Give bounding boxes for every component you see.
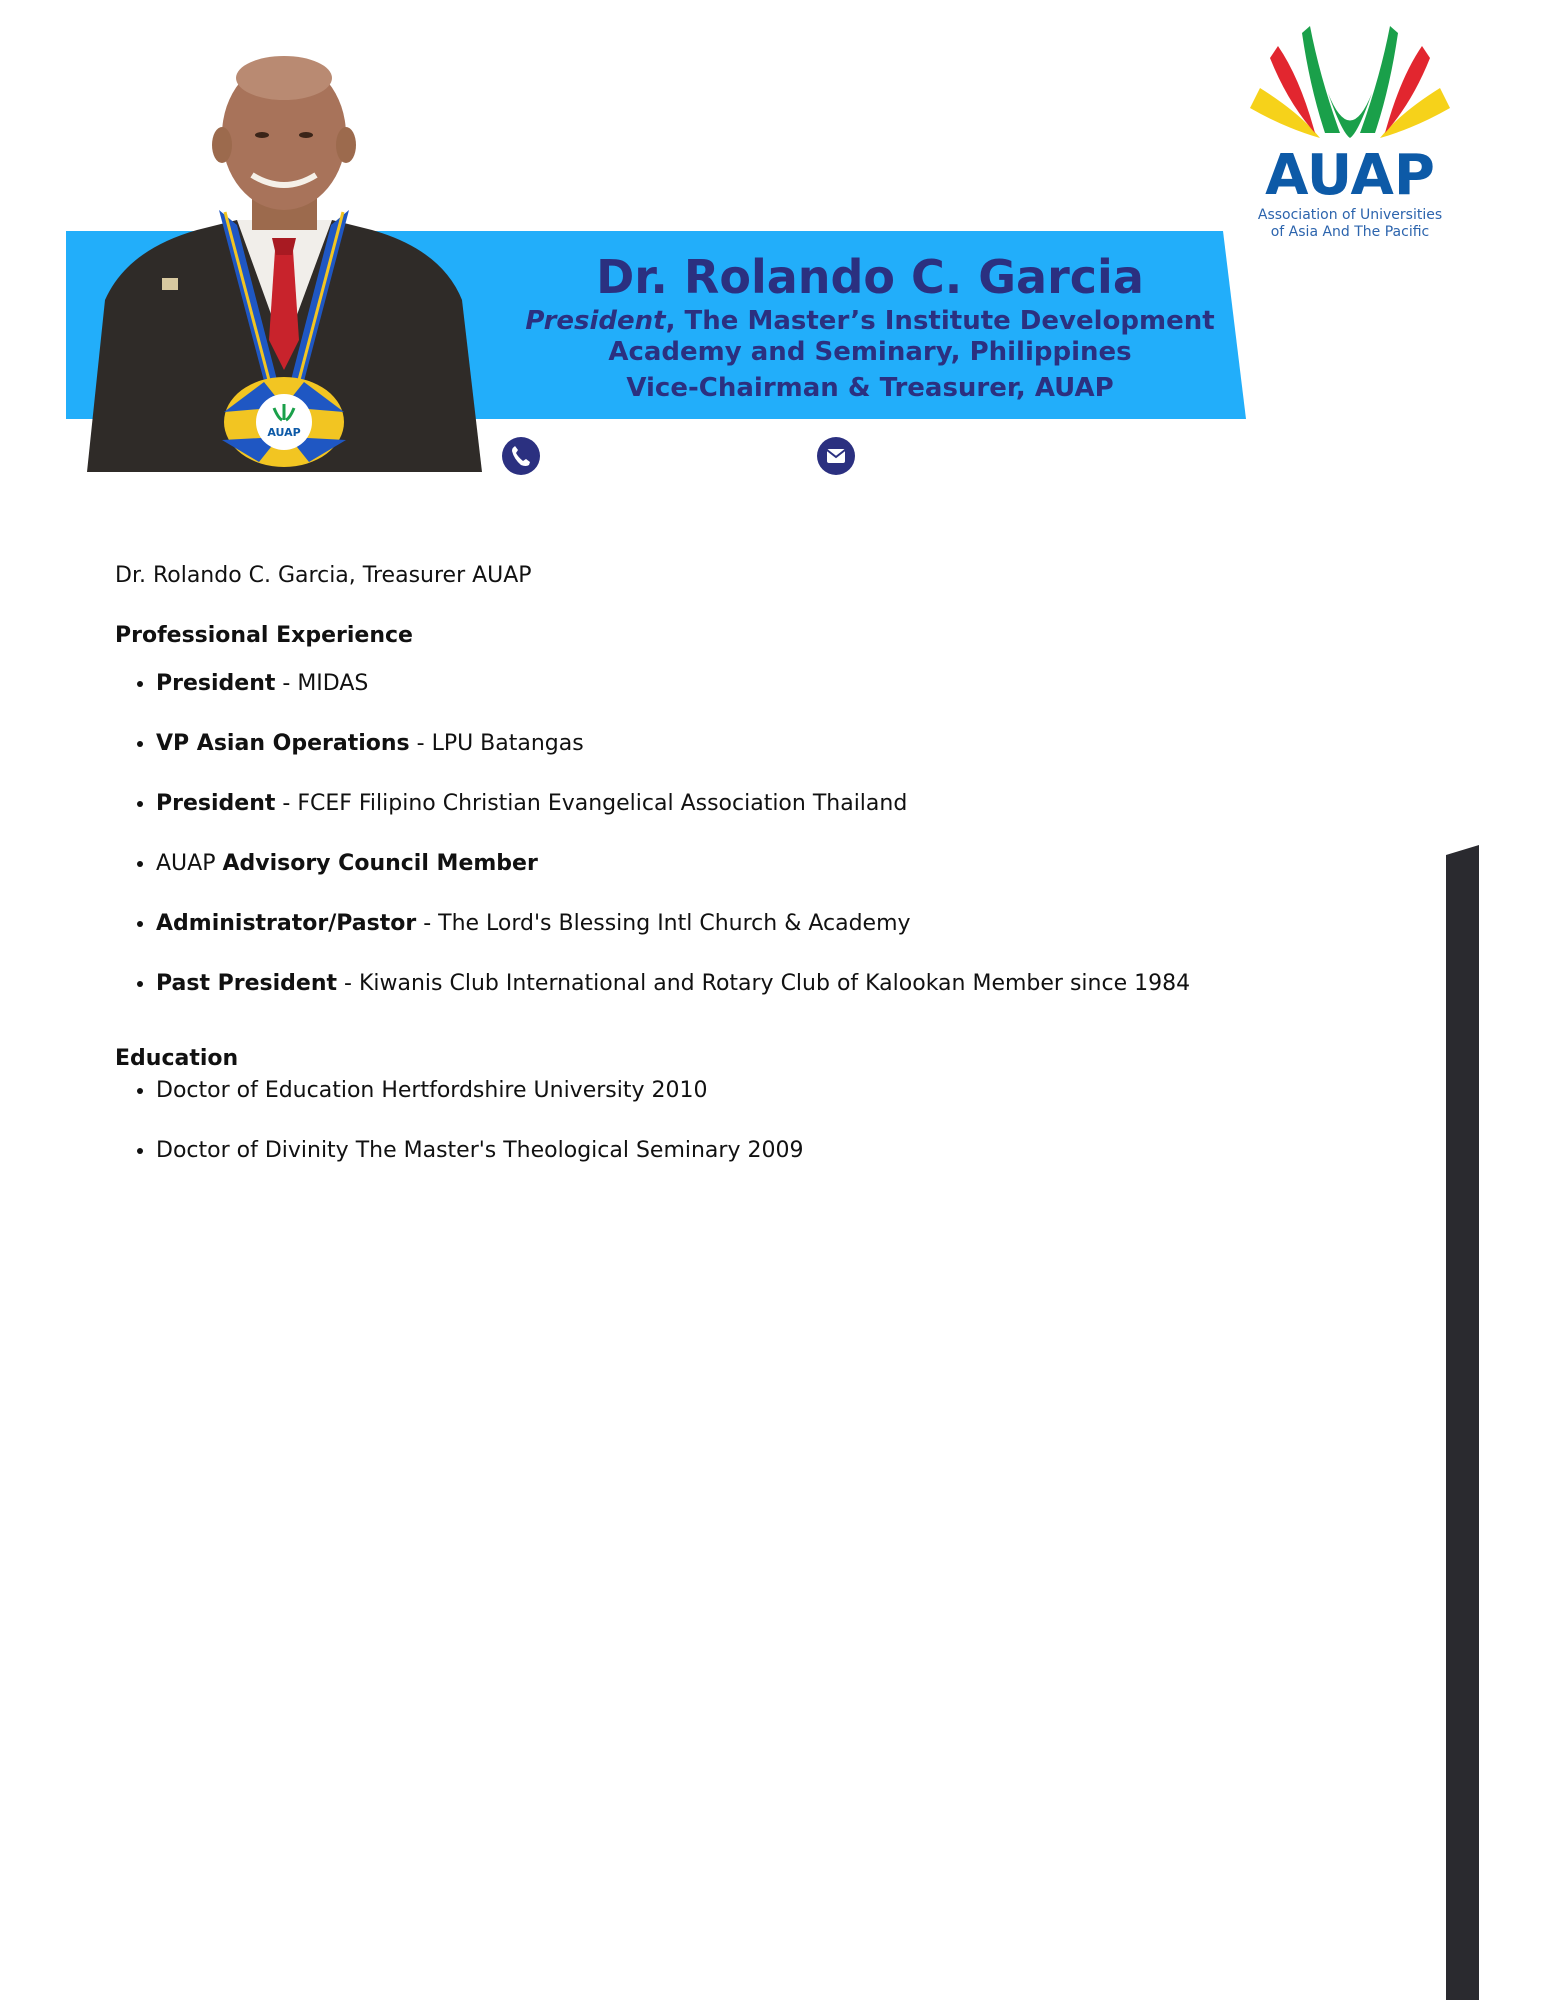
experience-item [156, 728, 1315, 760]
experience-role: Advisory Council Member [222, 851, 538, 876]
logo-subtitle [1240, 207, 1460, 241]
education-list [115, 1075, 1315, 1167]
experience-role: Administrator/Pastor [156, 911, 417, 936]
person-name: Dr. Rolando C. Garcia [596, 250, 1144, 304]
experience-item [156, 788, 1315, 820]
profile-content [115, 560, 1315, 1167]
education-heading: Education [115, 1046, 239, 1071]
intro-line: Dr. Rolando C. Garcia, Treasurer AUAP [115, 563, 532, 588]
experience-detail: - FCEF Filipino Christian Evangelical Association Thailand [275, 791, 908, 816]
experience-item [156, 968, 1315, 1000]
role-title: President [525, 306, 666, 336]
mail-icon[interactable] [817, 437, 855, 475]
medal-text: AUAP [267, 426, 301, 439]
experience-role: President [156, 671, 276, 696]
role-org-line2: Academy and Seminary, Philippines [608, 337, 1132, 367]
experience-prefix: AUAP [156, 851, 223, 876]
experience-detail: - Kiwanis Club International and Rotary Club of Kalookan Member since 1984 [337, 971, 1191, 996]
experience-detail: - MIDAS [275, 671, 369, 696]
logo-acronym: AUAP [1265, 143, 1435, 208]
phone-icon[interactable] [502, 437, 540, 475]
experience-list [115, 668, 1315, 1000]
experience-item [156, 848, 1315, 880]
title-block [470, 248, 1270, 404]
experience-detail: - The Lord's Blessing Intl Church & Academy [416, 911, 911, 936]
role-org-line1: , The Master’s Institute Development [665, 306, 1215, 336]
role-line-1 [470, 306, 1270, 337]
education-item: • Doctor of Divinity The Master's Theological Seminary 2009 [156, 1135, 1315, 1167]
education-item: • Doctor of Education Hertfordshire University 2010 [156, 1075, 1315, 1107]
experience-detail: - LPU Batangas [409, 731, 584, 756]
role-line-3: Vice-Chairman & Treasurer, AUAP [626, 373, 1114, 403]
experience-role: Past President [156, 971, 338, 996]
experience-role: President [156, 791, 276, 816]
experience-heading: Professional Experience [115, 623, 413, 648]
portrait-photo [87, 50, 482, 472]
logo-subtitle-line2: of Asia And The Pacific [1270, 224, 1430, 240]
experience-item [156, 668, 1315, 700]
experience-role: VP Asian Operations [156, 731, 410, 756]
logo-subtitle-line1: Association of Universities [1257, 207, 1443, 223]
experience-item [156, 908, 1315, 940]
decorative-side-bar [1446, 845, 1479, 2000]
